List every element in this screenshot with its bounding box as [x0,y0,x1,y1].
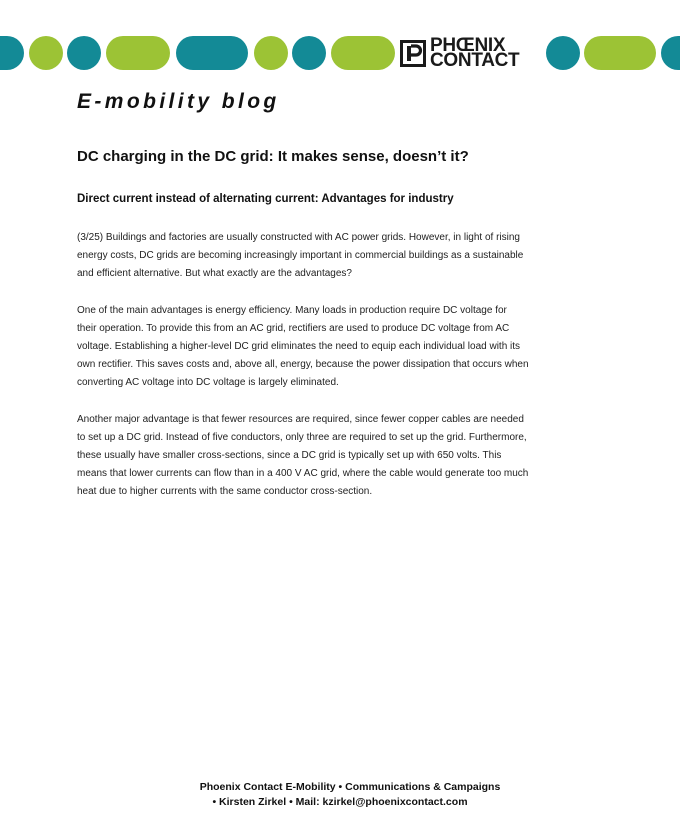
green-pill [331,36,395,70]
page-footer [0,780,680,810]
article-paragraph-1: (3/25) Buildings and factories are usually constructed with AC power grids. However, in light of rising energy costs, DC grids are becoming increasingly important in commercial buildings as a sustainable and efficient alternative. But what exactly are the advantages? [77,232,524,279]
teal-dot [292,36,326,70]
phoenix-contact-logo [400,37,540,70]
blog-title: E-mobility blog [77,90,280,113]
logo-mark-icon [400,40,426,67]
footer-contact-line1: Phoenix Contact E-Mobility • Communications & Campaigns [199,781,501,793]
article-title: DC charging in the DC grid: It makes sense, doesn’t it? [77,148,469,165]
teal-dot [0,36,24,70]
article-body [77,229,529,520]
article-subtitle: Direct current instead of alternating current: Advantages for industry [77,193,454,205]
green-pill [584,36,656,70]
decorative-dot-band [0,36,680,70]
teal-dot [67,36,101,70]
teal-pill [176,36,248,70]
teal-dot [661,36,680,70]
logo-wordmark-line1: PHŒNIX [430,35,506,56]
green-dot [254,36,288,70]
green-dot [29,36,63,70]
green-pill [106,36,170,70]
article-paragraph-2: One of the main advantages is energy efficiency. Many loads in production require DC voltage for their operation. To provide this from an AC grid, rectifiers are used to produce DC voltage from AC voltage. Establishing a higher-level DC grid eliminates the need to equip each individual load with its own rectifier. This saves costs and, above all, energy, because the power dissipation that occurs when converting AC voltage into DC voltage is largely eliminated. [77,305,529,388]
article-paragraph-3: Another major advantage is that fewer resources are required, since fewer copper cables are needed to set up a DC grid. Instead of five conductors, only three are required to set up the grid. Furthermore, these usually have smaller cross-sections, since a DC grid is typically set up with 650 volts. This means that lower currents can flow than in a 400 V AC grid, where the cable would generate too much heat due to higher currents with the same conductor cross-section. [77,414,529,497]
footer-contact-line2: • Kirsten Zirkel • Mail: kzirkel@phoenixcontact.com [212,796,468,808]
teal-dot [546,36,580,70]
logo-wordmark-line2: CONTACT [430,50,520,71]
